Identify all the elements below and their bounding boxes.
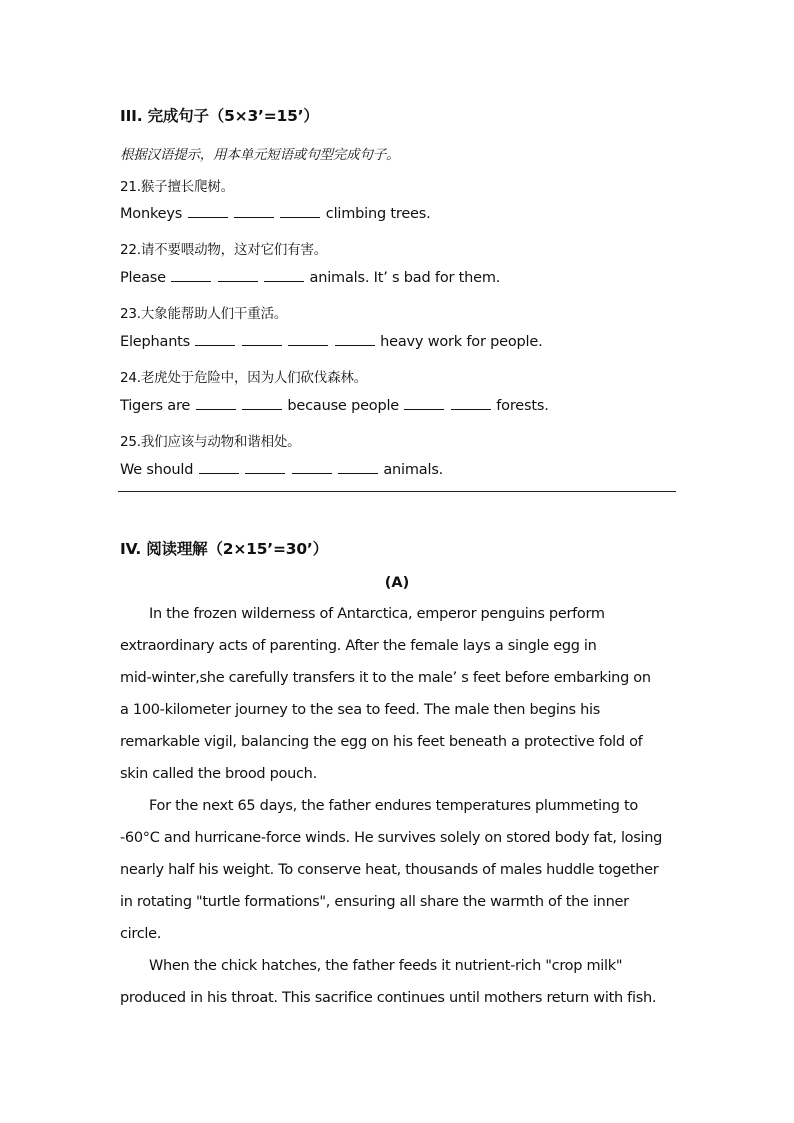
- passage-line: a 100-kilometer journey to the sea to feed. The male then begins his: [120, 702, 600, 718]
- passage-line: For the next 65 days, the father endures temperatures plummeting to: [149, 798, 638, 814]
- answer-blank[interactable]: [451, 397, 491, 410]
- answer-blank[interactable]: [234, 205, 274, 218]
- answer-blank[interactable]: [264, 269, 304, 282]
- passage-paragraph-1: [120, 598, 680, 790]
- item-22-suffix: animals. It’ s bad for them.: [309, 270, 501, 286]
- passage-line: -60°C and hurricane-force winds. He survives solely on stored body fat, losing: [120, 830, 663, 846]
- answer-blank[interactable]: [188, 205, 228, 218]
- answer-blank[interactable]: [245, 461, 285, 474]
- item-24-sentence: [120, 397, 549, 414]
- item-21-suffix: climbing trees.: [325, 206, 431, 222]
- item-21-sentence: [120, 205, 431, 222]
- item-25-suffix: animals.: [383, 462, 444, 478]
- passage-line: In the frozen wilderness of Antarctica, emperor penguins perform: [149, 606, 605, 622]
- section-3-heading: III. 完成句子（5×3’=15’）: [120, 107, 319, 125]
- answer-blank[interactable]: [242, 333, 282, 346]
- item-24-suffix: forests.: [496, 398, 549, 414]
- item-24-chinese: 24.老虎处于危险中，因为人们砍伐森林。: [120, 370, 367, 386]
- item-22-prefix: Please: [120, 270, 166, 286]
- passage-line: When the chick hatches, the father feeds it nutrient-rich "crop milk": [149, 958, 623, 974]
- passage-label: (A): [384, 575, 410, 591]
- item-22-sentence: [120, 269, 500, 286]
- item-21-chinese: 21.猴子擅长爬树。: [120, 179, 234, 195]
- item-23-suffix: heavy work for people.: [380, 334, 543, 350]
- item-23-chinese: 23.大象能帮助人们干重活。: [120, 306, 288, 322]
- passage-line: nearly half his weight. To conserve heat, thousands of males huddle together: [120, 862, 659, 878]
- item-23-prefix: Elephants: [120, 334, 191, 350]
- answer-blank[interactable]: [196, 397, 236, 410]
- answer-blank[interactable]: [195, 333, 235, 346]
- answer-blank[interactable]: [242, 397, 282, 410]
- item-25-sentence: [120, 461, 443, 478]
- section-divider: [118, 491, 676, 492]
- item-21-prefix: Monkeys: [120, 206, 183, 222]
- item-24-middle: because people: [287, 398, 400, 414]
- passage-line: circle.: [120, 926, 162, 942]
- passage-line: extraordinary acts of parenting. After the female lays a single egg in: [120, 638, 597, 654]
- item-24-prefix: Tigers are: [120, 398, 191, 414]
- answer-blank[interactable]: [292, 461, 332, 474]
- section-4-heading: IV. 阅读理解（2×15’=30’）: [120, 540, 328, 558]
- answer-blank[interactable]: [404, 397, 444, 410]
- passage-line: skin called the brood pouch.: [120, 766, 317, 782]
- passage-line: in rotating "turtle formations", ensuring all share the warmth of the inner: [120, 894, 629, 910]
- answer-blank[interactable]: [280, 205, 320, 218]
- item-23-sentence: [120, 333, 543, 350]
- answer-blank[interactable]: [199, 461, 239, 474]
- passage-line: produced in his throat. This sacrifice continues until mothers return with fish.: [120, 990, 657, 1006]
- section-3-instruction: 根据汉语提示，用本单元短语或句型完成句子。: [120, 147, 400, 163]
- answer-blank[interactable]: [338, 461, 378, 474]
- answer-blank[interactable]: [171, 269, 211, 282]
- passage-paragraph-2: [120, 790, 680, 950]
- answer-blank[interactable]: [335, 333, 375, 346]
- item-25-prefix: We should: [120, 462, 194, 478]
- answer-blank[interactable]: [288, 333, 328, 346]
- answer-blank[interactable]: [218, 269, 258, 282]
- item-25-chinese: 25.我们应该与动物和谐相处。: [120, 434, 301, 450]
- passage-line: remarkable vigil, balancing the egg on his feet beneath a protective fold of: [120, 734, 643, 750]
- passage-paragraph-3: [120, 950, 680, 1014]
- item-22-chinese: 22.请不要喂动物，这对它们有害。: [120, 242, 328, 258]
- passage-line: mid-winter,she carefully transfers it to the male’ s feet before embarking on: [120, 670, 651, 686]
